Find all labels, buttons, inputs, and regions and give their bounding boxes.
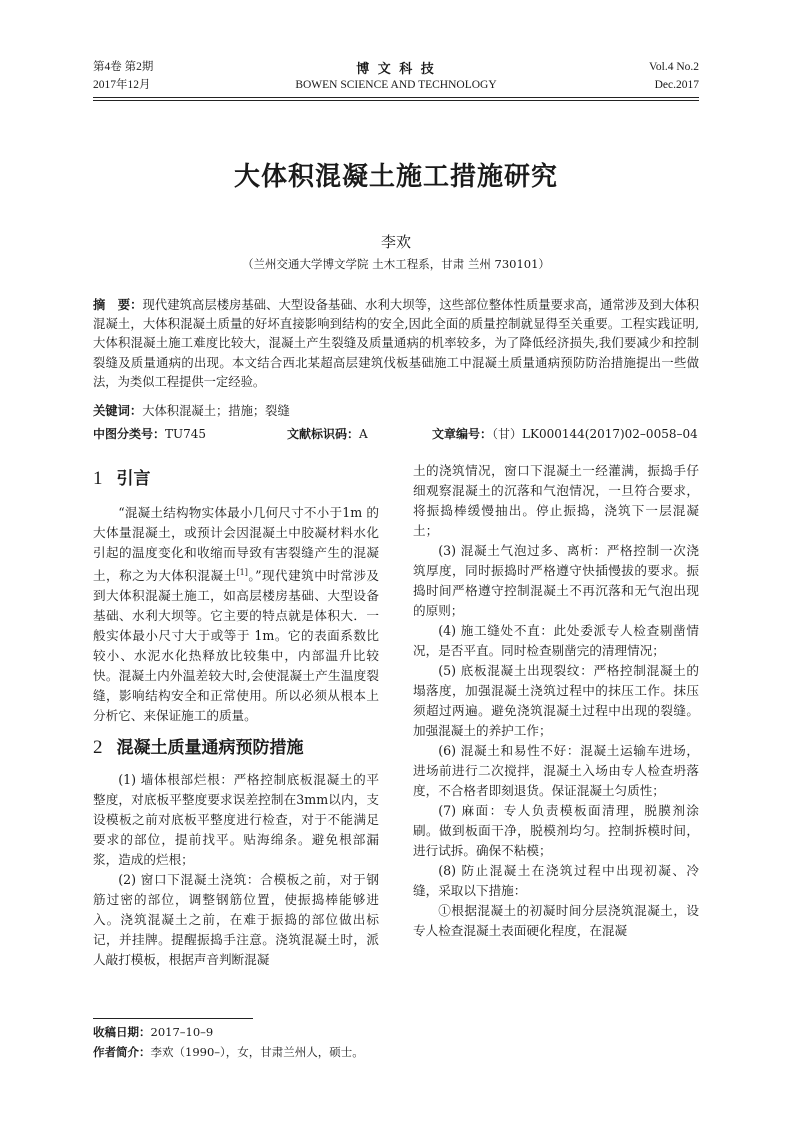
section-1-heading: [93, 469, 379, 489]
author-bio-label: 作者简介：: [93, 1045, 151, 1059]
author-bio: [93, 1044, 364, 1060]
citation-ref: [1]: [236, 568, 248, 577]
section-1-number: 1: [93, 468, 103, 489]
journal-name-en: BOWEN SCIENCE AND TECHNOLOGY: [295, 79, 497, 91]
vol-date: Dec.2017: [654, 79, 699, 91]
measure-2-continued: 土的浇筑情况，窗口下混凝土一经灌满，振捣手仔细观察混凝土的沉落和气泡情况，一旦符合要求，将振捣棒缓慢抽出。停止振捣，浇筑下一层混凝土；: [413, 463, 699, 538]
section-1-paragraph: [93, 503, 379, 726]
section-1-title: 引言: [116, 469, 151, 489]
publish-date: 2017年12月: [93, 79, 151, 91]
doc-code: [287, 425, 368, 442]
section-1-text-tail: 。”现代建筑中时常涉及到大体积混凝土施工，如高层楼房基础、大型设备基础、水利大坝等。它主要的特点就是体积大．一般实体最小尺寸大于或等于 1m。它的表面系数比较小、水泥水化热释放比较集中，内部温升比较快。混凝土内外温差较大时,会使混凝土产生温度裂缝，影响结构安全和正常使用。所以必须从根本上分析它、来保证施工的质量。: [93, 568, 380, 724]
page-title: 大体积混凝土施工措施研究: [233, 162, 558, 192]
footnote-rule: [93, 1018, 253, 1019]
measure-4: (4) 施工缝处不直：此处委派专人检查剔凿情况，是否平直。同时检查剔凿完的清理情况；: [413, 623, 699, 658]
doc-value: A: [359, 427, 368, 441]
journal-name: 博 文 科 技: [356, 62, 436, 77]
art-value: （甘）LK000144(2017)02–0058–04: [492, 427, 698, 441]
measure-5: (5) 底板混凝土出现裂纹：严格控制混凝土的塌落度，加强混凝土浇筑过程中的抹压工作。抹压须超过两遍。避免浇筑混凝土过程中出现的裂缝。加强混凝土的养护工作；: [413, 663, 699, 738]
abstract-label: 摘 要：: [93, 298, 143, 312]
author-bio-value: 李欢（1990–），女，甘肃兰州人，硕士。: [150, 1045, 364, 1059]
section-2-heading: [93, 738, 379, 758]
author-name: 李欢: [380, 233, 411, 251]
doc-label: 文献标识码：: [287, 427, 360, 441]
right-column: [413, 461, 699, 941]
header-rule-top: [93, 97, 699, 98]
measure-2: (2) 窗口下混凝土浇筑：合模板之前，对于钢筋过密的部位，调整钢筋位置，使振捣棒能够进入。浇筑混凝土之前，在难于振捣的部位做出标记，并挂牌。提醒振捣手注意。浇筑混凝土时，派人敲打模板，根据声音判断混凝: [93, 872, 379, 968]
volume-issue: 第4卷 第2期: [93, 61, 154, 73]
clc-label: 中图分类号：: [93, 427, 166, 441]
header-rule-bottom: [93, 100, 699, 101]
article-number: [432, 425, 698, 442]
measure-8-item-1: ①根据混凝土的初凝时间分层浇筑混凝土，设专人检查混凝土表面硬化程度，在混凝: [413, 903, 699, 938]
received-date: [93, 1024, 213, 1040]
received-label: 收稿日期：: [93, 1025, 151, 1039]
measure-6: (6) 混凝土和易性不好：混凝土运输车进场，进场前进行二次搅拌，混凝土入场由专人检查坍落度，不合格者即刻退货。保证混凝土匀质性；: [413, 743, 699, 798]
abstract-text: 现代建筑高层楼房基础、大型设备基础、水利大坝等，这些部位整体性质量要求高，通常涉及到大体积混凝土，大体积混凝土质量的好坏直接影响到结构的安全,因此全面的质量控制就显得至关重要。工程实践证明,大体积混凝土施工难度比较大，混凝土产生裂缝及质量通病的机率较多，为了降低经济损失,我们要减少和控制裂缝及质量通病的出现。本文结合西北某超高层建筑伐板基础施工中混凝土质量通病预防防治措施提出一些做法，为类似工程提供一定经验。: [93, 298, 699, 389]
abstract: [93, 296, 699, 392]
section-2-title: 混凝土质量通病预防措施: [116, 738, 304, 759]
clc-number: [93, 425, 206, 442]
measure-8: (8) 防止混凝土在浇筑过程中出现初凝、冷缝，采取以下措施：: [413, 863, 699, 898]
art-label: 文章编号：: [432, 427, 493, 441]
affiliation: （兰州交通大学博文学院 土木工程系，甘肃 兰州 730101）: [242, 257, 550, 271]
measure-1: (1) 墙体根部烂根：严格控制底板混凝土的平整度，对底板平整度要求误差控制在3mm以内，支设模板之前对底板平整度进行检查，对于不能满足要求的部位，提前找平。贴海绵条。避免根部漏浆，造成的烂根；: [93, 772, 379, 868]
left-column: [93, 469, 379, 970]
keywords: [93, 401, 290, 419]
section-2-number: 2: [93, 737, 103, 759]
vol-no: Vol.4 No.2: [649, 61, 699, 73]
received-value: 2017–10–9: [150, 1025, 214, 1039]
section-1-text: “混凝土结构物实体最小几何尺寸不小于1m 的大体量混凝土，或预计会因混凝土中胶凝材料水化引起的温度变化和收缩而导致有害裂缝产生的混凝土，称之为大体积混凝土: [93, 505, 379, 584]
keywords-text: 大体积混凝土；措施；裂缝: [142, 404, 290, 418]
clc-value: TU745: [165, 427, 207, 441]
measure-3: (3) 混凝土气泡过多、离析：严格控制一次浇筑厚度，同时振捣时严格遵守快插慢拔的要求。振捣时间严格遵守控制混凝土不再沉落和无气泡出现的原则；: [413, 543, 699, 618]
measure-7: (7) 麻面：专人负责模板面清理，脱膜剂涂刷。做到板面干净，脱模剂均匀。控制拆模时间，进行试拆。确保不粘模；: [413, 803, 699, 858]
keywords-label: 关键词：: [93, 404, 143, 418]
